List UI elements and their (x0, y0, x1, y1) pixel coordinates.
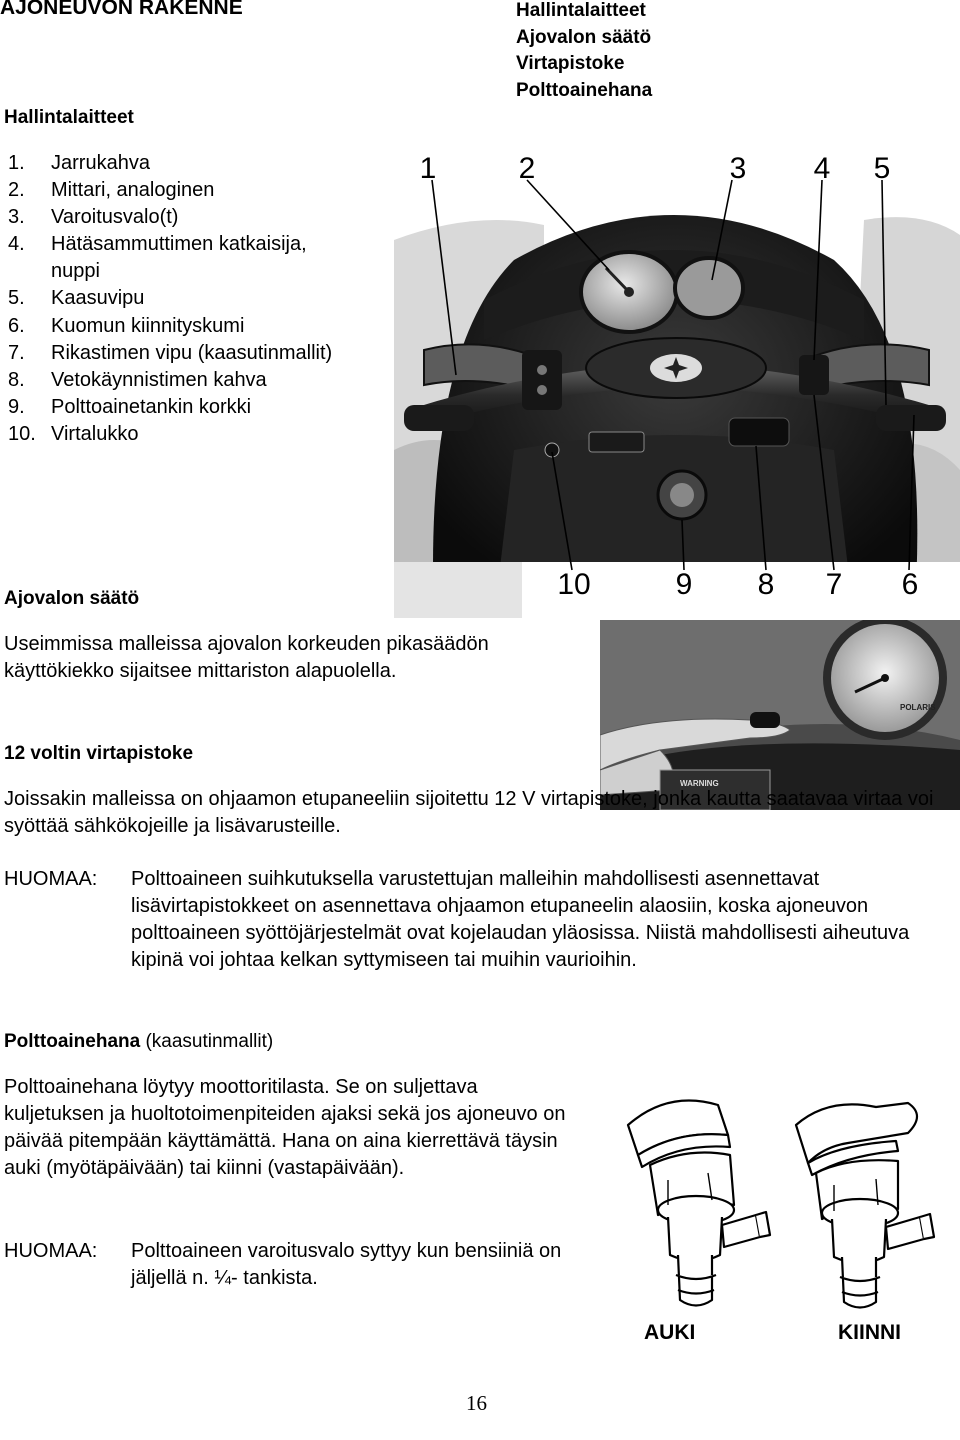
label-closed: KIINNI (838, 1321, 901, 1344)
socket-heading: 12 voltin virtapistoke (4, 743, 194, 764)
callout-number: 8 (757, 568, 775, 601)
list-item: 4. Hätäsammuttimen katkaisija, nuppi (8, 233, 307, 283)
callout-number: 7 (825, 568, 843, 601)
note-label: HUOMAA: (4, 868, 98, 890)
note-text: Polttoaineen suihkutuksella varustettujan malleihin mahdollisesti asennettavat lisävirtapistokkeet on asennettava ohjaamon etupaneelin alaosiin, koska ajoneuvon polttoaineen syöttöjärjestelmät ovat kojelaudan yläosissa. Niistä mahdollisesti aiheutuva kipinä voi johtaa kelkan syttymiseen tai muihin vaurioihin. (131, 868, 910, 971)
list-item: 6. Kuomun kiinnityskumi (8, 314, 245, 337)
controls-heading: Hallintalaitteet (4, 107, 134, 128)
headlight-adjust-photo (600, 620, 960, 810)
controls-list (8, 150, 348, 448)
headlight-body: Useimmissa malleissa ajovalon korkeuden pikasäädön käyttökiekko sijaitsee mittariston alapuolella. (4, 633, 489, 682)
callout-number: 4 (813, 152, 831, 185)
fuel-valve-body: Polttoainehana löytyy moottoritilasta. Se on suljettava kuljetuksen ja huoltotoimenpiteiden ajaksi sekä jos ajoneuvo on päivää pitempään käyttämättä. Hana on aina kierrettävä täysin auki (myötäpäivään) tai kiinni (vastapäivään). (4, 1076, 566, 1179)
page-number: 16 (466, 1391, 487, 1415)
callout-number: 2 (518, 152, 536, 185)
fuel-valve-heading-bold: Polttoainehana (4, 1031, 141, 1052)
list-item: 1. Jarrukahva (8, 152, 150, 174)
header-topic: Ajovalon säätö (516, 26, 652, 48)
callout-number: 5 (873, 152, 891, 185)
callout-number: 3 (729, 152, 747, 185)
list-item: 9. Polttoainetankin korkki (8, 395, 252, 418)
header-topic: Hallintalaitteet (516, 0, 646, 21)
callout-number: 1 (419, 152, 437, 185)
list-item: 8. Vetokäynnistimen kahva (8, 368, 267, 391)
callout-number: 6 (901, 568, 919, 601)
cockpit-photo (394, 150, 960, 618)
header-topic: Virtapistoke (516, 53, 625, 74)
gauge-brand: POLARIS (900, 703, 936, 712)
note-label: HUOMAA: (4, 1240, 98, 1262)
warning-label: WARNING (680, 779, 719, 788)
fuel-valve-diagram (608, 1085, 948, 1321)
fuel-valve-heading-suffix: (kaasutinmallit) (140, 1031, 274, 1052)
header-topic: Polttoainehana (516, 79, 653, 101)
header-topics (516, 0, 652, 104)
list-item: 7. Rikastimen vipu (kaasutinmallit) (8, 341, 333, 364)
fuel-valve-heading (4, 1028, 273, 1055)
list-item: 10. Virtalukko (8, 422, 139, 445)
note-text: Polttoaineen varoitusvalo syttyy kun bensiiniä on jäljellä n. ¼- tankista. (131, 1240, 562, 1289)
callout-number: 10 (557, 568, 591, 601)
page-title: AJONEUVON RAKENNE (0, 0, 243, 19)
headlight-heading: Ajovalon säätö (4, 588, 140, 609)
callout-number: 9 (675, 568, 693, 601)
list-item: 5. Kaasuvipu (8, 287, 145, 310)
list-item: 2. Mittari, analoginen (8, 179, 215, 202)
list-item: 3. Varoitusvalo(t) (8, 206, 179, 229)
socket-body: Joissakin malleissa on ohjaamon etupaneeliin sijoitettu 12 V virtapistoke, jonka kautta saatavaa virtaa voi syöttää sähkökojeille ja lisävarusteille. (4, 788, 934, 837)
label-open: AUKI (644, 1321, 696, 1344)
